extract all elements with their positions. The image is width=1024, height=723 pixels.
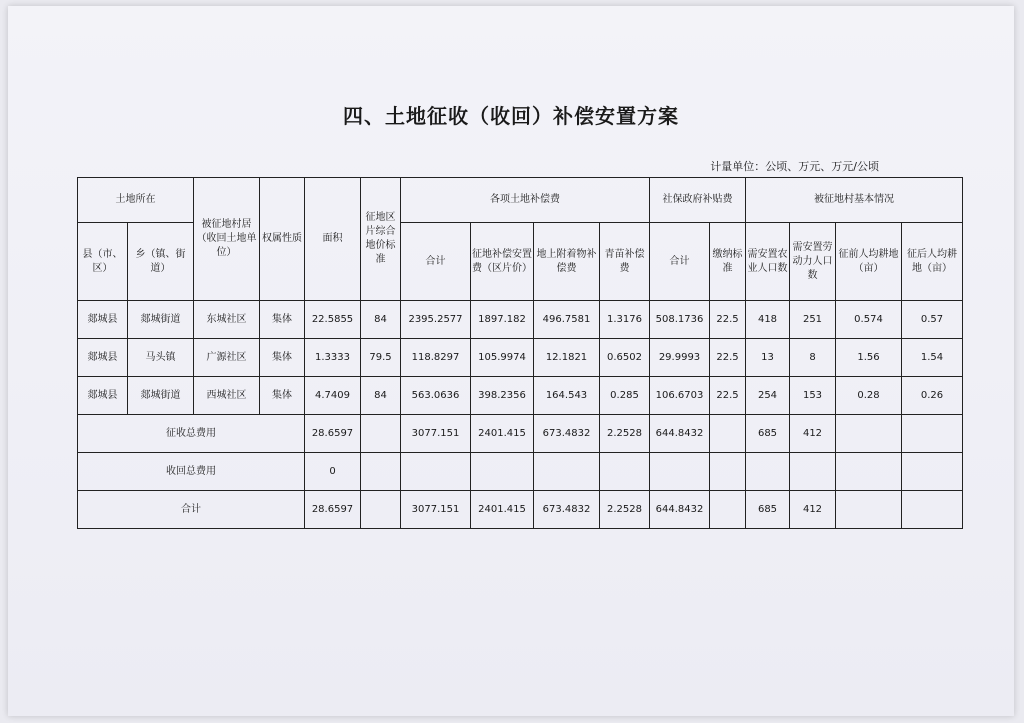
cell-comp-total: 118.8297 [401, 339, 471, 377]
summary-levy-labor-pop: 412 [790, 415, 836, 453]
header-agri-pop: 需安置农业人口数 [746, 223, 790, 301]
summary-levy-comp-total: 3077.151 [401, 415, 471, 453]
header-comp-land: 征地补偿安置费（区片价） [471, 223, 534, 301]
cell-labor-pop: 8 [790, 339, 836, 377]
summary-total-area: 28.6597 [305, 491, 361, 529]
cell-social-std: 22.5 [710, 377, 746, 415]
empty-cell [401, 453, 471, 491]
cell-social-total: 106.6703 [650, 377, 710, 415]
cell-comp-attached: 12.1821 [534, 339, 600, 377]
cell-county: 郯城县 [78, 377, 128, 415]
empty-cell [710, 453, 746, 491]
summary-levy-label: 征收总费用 [78, 415, 305, 453]
cell-social-total: 29.9993 [650, 339, 710, 377]
cell-comp-attached: 496.7581 [534, 301, 600, 339]
header-county: 县（市、区） [78, 223, 128, 301]
empty-cell [836, 415, 902, 453]
header-social-total: 合计 [650, 223, 710, 301]
empty-cell [710, 415, 746, 453]
table-row [78, 377, 963, 415]
cell-ownership: 集体 [260, 301, 305, 339]
cell-township: 马头镇 [128, 339, 194, 377]
header-after-land: 征后人均耕地（亩） [902, 223, 963, 301]
cell-ownership: 集体 [260, 339, 305, 377]
summary-total-labor-pop: 412 [790, 491, 836, 529]
header-before-land: 征前人均耕地（亩） [836, 223, 902, 301]
empty-cell [746, 453, 790, 491]
summary-levy-comp-attached: 673.4832 [534, 415, 600, 453]
header-comp-attached: 地上附着物补偿费 [534, 223, 600, 301]
header-social-std: 缴纳标准 [710, 223, 746, 301]
cell-comp-crop: 1.3176 [600, 301, 650, 339]
empty-cell [902, 491, 963, 529]
cell-ownership: 集体 [260, 377, 305, 415]
page-title: 四、土地征收（收回）补偿安置方案 [343, 104, 679, 128]
header-labor-pop: 需安置劳动力人口数 [790, 223, 836, 301]
cell-village: 东城社区 [194, 301, 260, 339]
cell-village: 西城社区 [194, 377, 260, 415]
header-compensation-group: 各项土地补偿费 [401, 178, 650, 223]
unit-note: 计量单位：公顷、万元、万元/公顷 [710, 160, 879, 173]
cell-county: 郯城县 [78, 339, 128, 377]
cell-before-land: 0.574 [836, 301, 902, 339]
empty-cell [361, 415, 401, 453]
cell-area: 4.7409 [305, 377, 361, 415]
header-location: 土地所在 [78, 178, 194, 223]
empty-cell [710, 491, 746, 529]
header-village-info-group: 被征地村基本情况 [746, 178, 963, 223]
cell-agri-pop: 254 [746, 377, 790, 415]
header-comp-total: 合计 [401, 223, 471, 301]
empty-cell [902, 415, 963, 453]
table-row [78, 339, 963, 377]
header-area: 面积 [305, 178, 361, 301]
cell-comp-attached: 164.543 [534, 377, 600, 415]
header-ownership: 权属性质 [260, 178, 305, 301]
cell-village: 广源社区 [194, 339, 260, 377]
cell-comp-land: 105.9974 [471, 339, 534, 377]
cell-comp-land: 398.2356 [471, 377, 534, 415]
empty-cell [361, 453, 401, 491]
empty-cell [600, 453, 650, 491]
cell-comp-crop: 0.6502 [600, 339, 650, 377]
cell-township: 郯城街道 [128, 301, 194, 339]
header-row-1 [78, 178, 963, 223]
summary-total-comp-land: 2401.415 [471, 491, 534, 529]
summary-total-comp-attached: 673.4832 [534, 491, 600, 529]
summary-row-recover [78, 453, 963, 491]
summary-total-comp-crop: 2.2528 [600, 491, 650, 529]
cell-social-std: 22.5 [710, 339, 746, 377]
cell-social-total: 508.1736 [650, 301, 710, 339]
empty-cell [902, 453, 963, 491]
header-village: 被征地村居（收回土地单位） [194, 178, 260, 301]
summary-levy-agri-pop: 685 [746, 415, 790, 453]
cell-labor-pop: 153 [790, 377, 836, 415]
empty-cell [361, 491, 401, 529]
cell-social-std: 22.5 [710, 301, 746, 339]
cell-after-land: 0.57 [902, 301, 963, 339]
cell-area: 1.3333 [305, 339, 361, 377]
summary-total-agri-pop: 685 [746, 491, 790, 529]
cell-labor-pop: 251 [790, 301, 836, 339]
summary-total-label: 合计 [78, 491, 305, 529]
summary-total-comp-total: 3077.151 [401, 491, 471, 529]
empty-cell [534, 453, 600, 491]
cell-comp-total: 563.0636 [401, 377, 471, 415]
summary-row-levy [78, 415, 963, 453]
summary-total-social-total: 644.8432 [650, 491, 710, 529]
cell-price-std: 84 [361, 301, 401, 339]
summary-row-total [78, 491, 963, 529]
empty-cell [650, 453, 710, 491]
summary-recover-label: 收回总费用 [78, 453, 305, 491]
cell-township: 郯城街道 [128, 377, 194, 415]
empty-cell [836, 491, 902, 529]
empty-cell [836, 453, 902, 491]
summary-levy-area: 28.6597 [305, 415, 361, 453]
cell-after-land: 0.26 [902, 377, 963, 415]
cell-county: 郯城县 [78, 301, 128, 339]
empty-cell [790, 453, 836, 491]
document-page [8, 6, 1014, 716]
summary-levy-comp-land: 2401.415 [471, 415, 534, 453]
cell-price-std: 84 [361, 377, 401, 415]
cell-comp-land: 1897.182 [471, 301, 534, 339]
header-social-group: 社保政府补贴费 [650, 178, 746, 223]
cell-comp-crop: 0.285 [600, 377, 650, 415]
empty-cell [471, 453, 534, 491]
header-comp-crop: 青苗补偿费 [600, 223, 650, 301]
header-land-price-std: 征地区片综合地价标准 [361, 178, 401, 301]
cell-agri-pop: 418 [746, 301, 790, 339]
summary-levy-social-total: 644.8432 [650, 415, 710, 453]
summary-levy-comp-crop: 2.2528 [600, 415, 650, 453]
table-row [78, 301, 963, 339]
cell-after-land: 1.54 [902, 339, 963, 377]
compensation-table [77, 177, 963, 529]
summary-recover-area: 0 [305, 453, 361, 491]
cell-area: 22.5855 [305, 301, 361, 339]
cell-comp-total: 2395.2577 [401, 301, 471, 339]
cell-price-std: 79.5 [361, 339, 401, 377]
cell-before-land: 1.56 [836, 339, 902, 377]
cell-agri-pop: 13 [746, 339, 790, 377]
cell-before-land: 0.28 [836, 377, 902, 415]
header-township: 乡（镇、街道） [128, 223, 194, 301]
